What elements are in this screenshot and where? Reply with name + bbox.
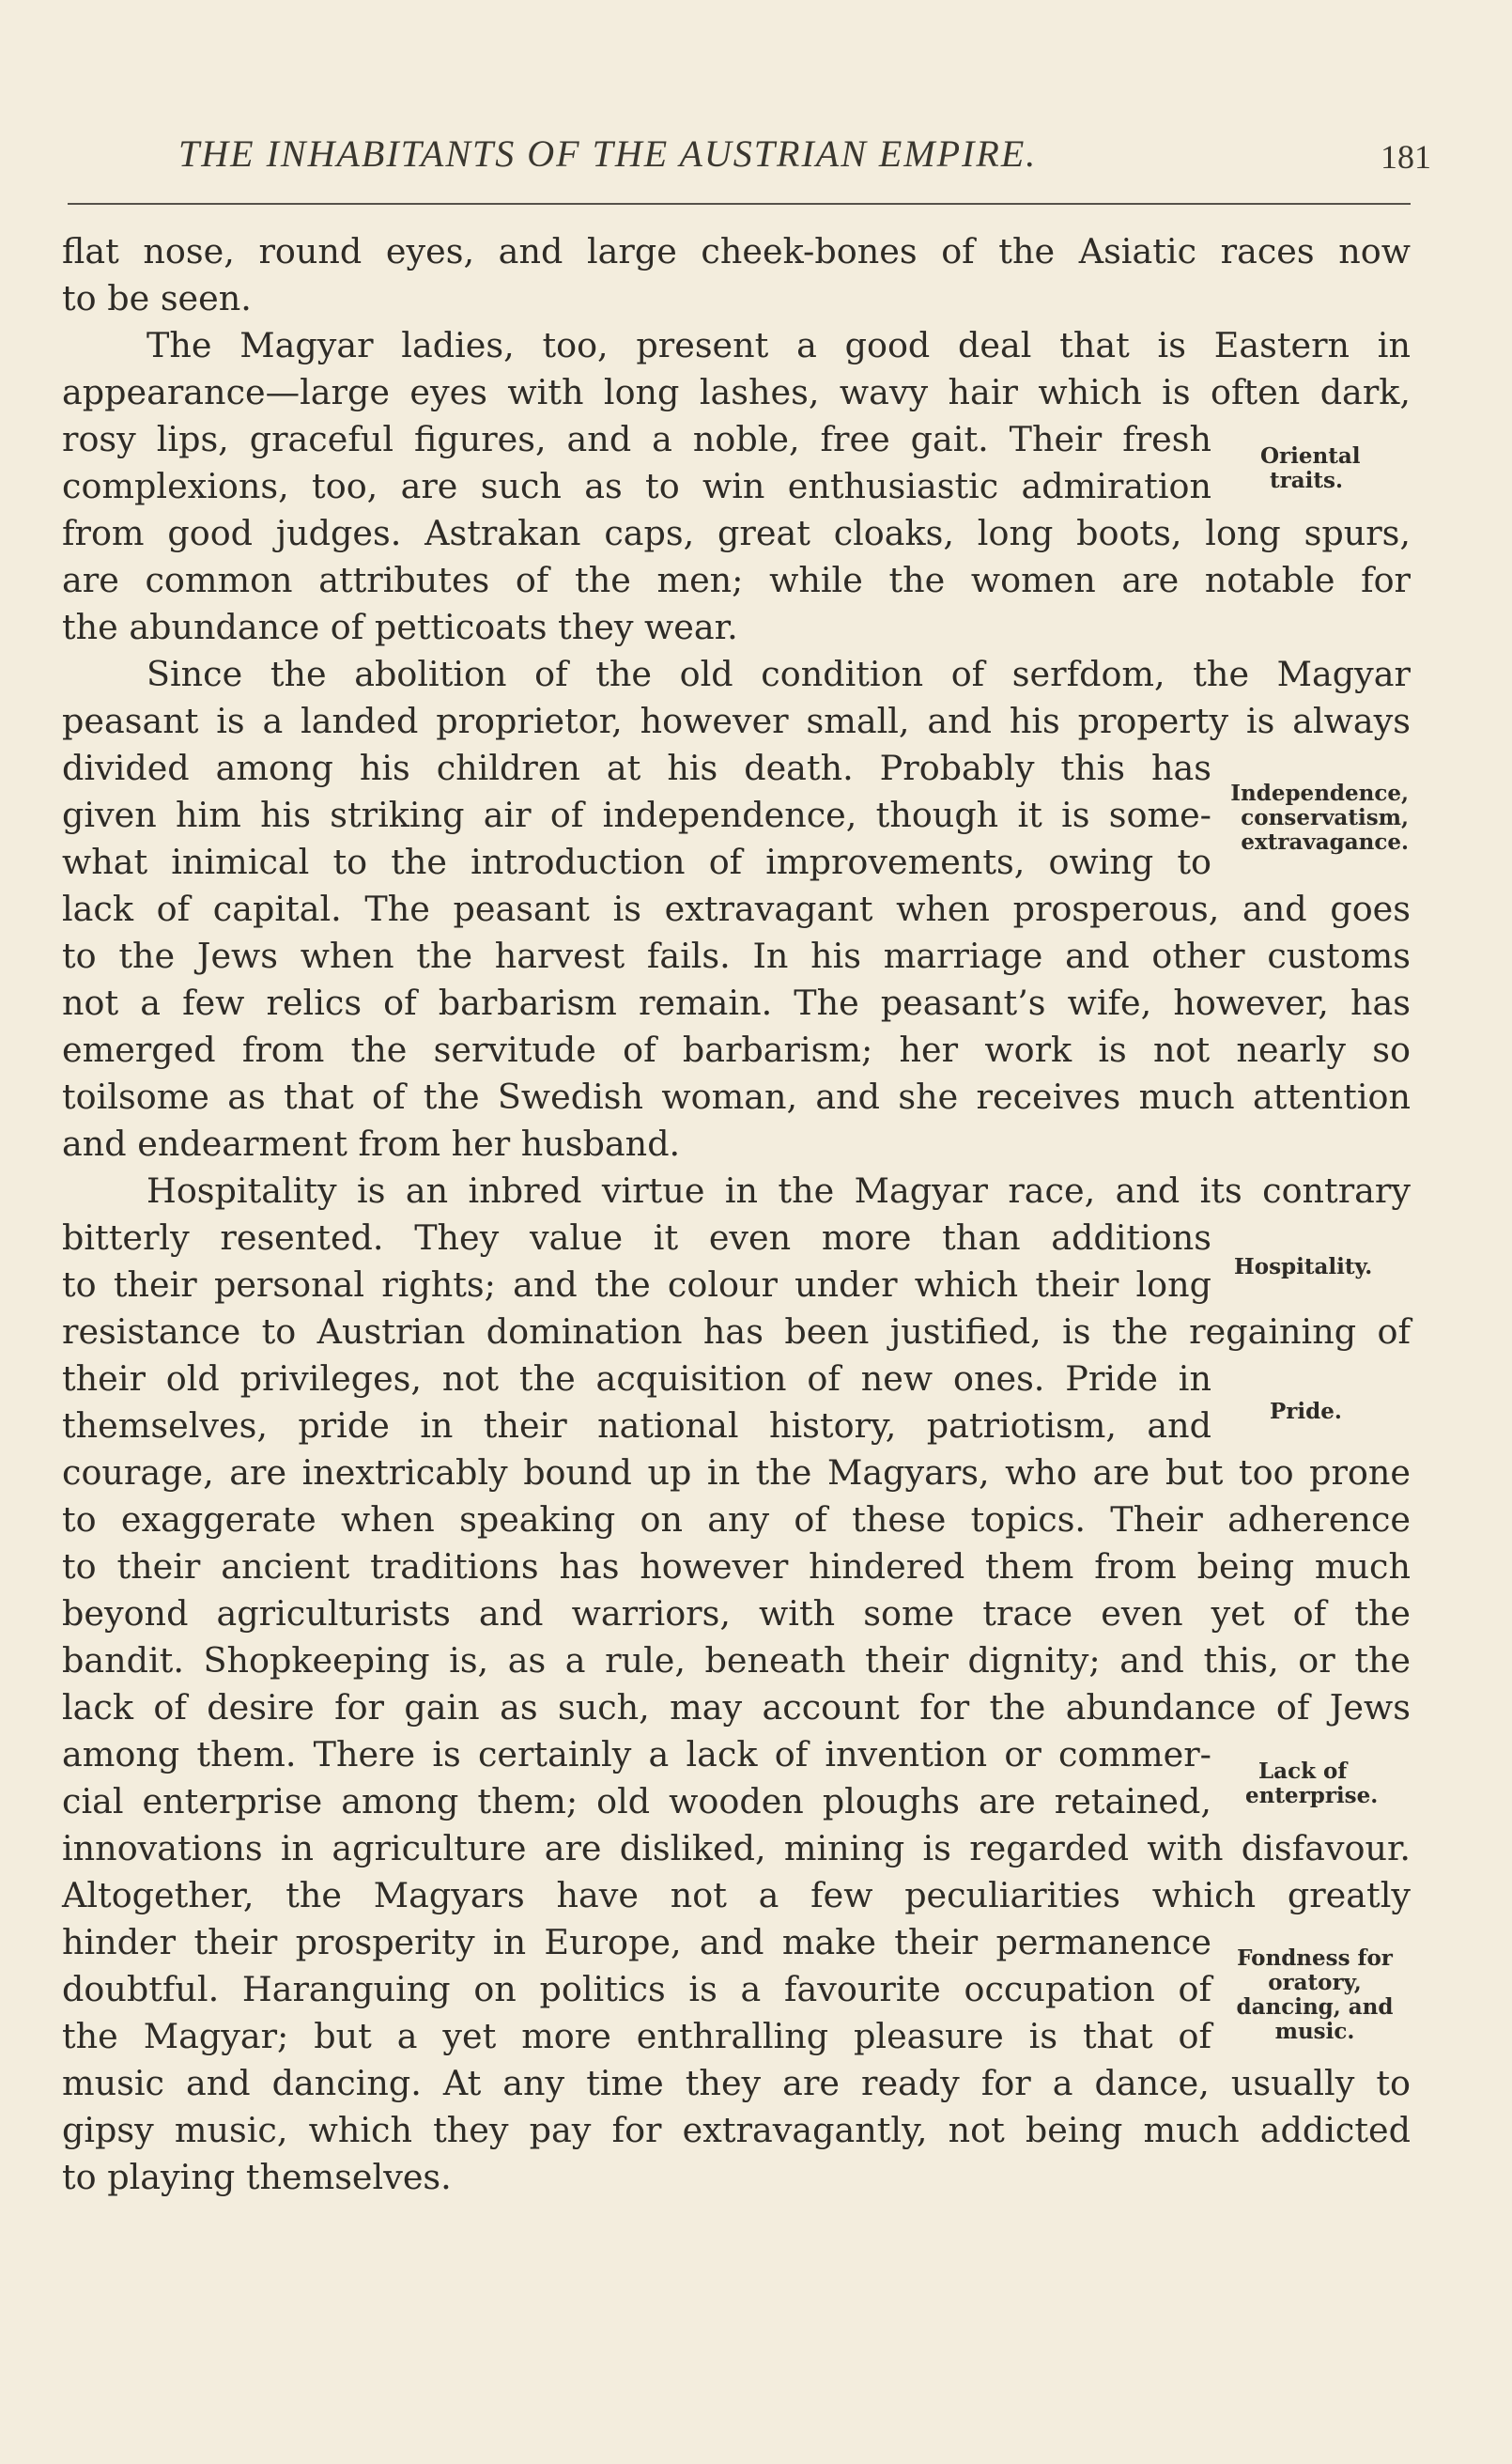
text-line: rosy lips, graceful figures, and a noble, free gait. Their fresh [62, 419, 1211, 459]
text-line: their old privileges, not the acquisition of new ones. Pride in [62, 1358, 1211, 1399]
text-line: peasant is a landed proprietor, however small, and his property is always [62, 701, 1411, 741]
text-line: among them. There is certainly a lack of invention or commer- [62, 1734, 1211, 1774]
main-text [62, 228, 1411, 2201]
text-line: themselves, pride in their national history, patriotism, and [62, 1405, 1211, 1446]
text-line: lack of capital. The peasant is extravagant when prosperous, and goes [62, 889, 1411, 929]
text-line: are common attributes of the men; while the women are notable for [62, 560, 1411, 600]
sidenote-line: conservatism, [1241, 805, 1409, 830]
text-line: what inimical to the introduction of improvements, owing to [62, 842, 1211, 882]
text-line: emerged from the servitude of barbarism; her work is not nearly so [62, 1030, 1411, 1070]
text-line: Altogether, the Magyars have not a few peculiarities which greatly [62, 1875, 1411, 1915]
sidenote-line: Pride. [1270, 1399, 1342, 1424]
text-line: not a few relics of barbarism remain. The peasant’s wife, however, has [62, 983, 1411, 1023]
text-line: to their personal rights; and the colour under which their long [62, 1264, 1211, 1305]
text-line: gipsy music, which they pay for extravagantly, not being much addicted [62, 2110, 1411, 2150]
text-line: toilsome as that of the Swedish woman, and she receives much attention [62, 1077, 1411, 1117]
page-number: 181 [1381, 138, 1431, 176]
sidenote-line: Fondness for [1237, 1945, 1393, 1971]
text-line: music and dancing. At any time they are ready for a dance, usually to [62, 2063, 1411, 2103]
text-line: appearance—large eyes with long lashes, wavy hair which is often dark, [62, 372, 1411, 412]
sidenote-fondness [1221, 1946, 1409, 2044]
sidenote-oriental-traits [1260, 444, 1361, 493]
sidenote-pride [1270, 1400, 1342, 1424]
text-line: the abundance of petticoats they wear. [62, 607, 738, 647]
text-line: beyond agriculturists and warriors, with some trace even yet of the [62, 1593, 1411, 1634]
text-line: flat nose, round eyes, and large cheek-bones of the Asiatic races now [62, 231, 1411, 271]
text-line: given him his striking air of independence, though it is some- [62, 795, 1211, 835]
text-line: to be seen. [62, 278, 252, 318]
sidenote-line: oratory, [1268, 1970, 1362, 1995]
sidenote-line: extravagance. [1241, 829, 1409, 855]
text-line: innovations in agriculture are disliked, mining is regarded with disfavour. [62, 1828, 1411, 1868]
text-line: Hospitality is an inbred virtue in the Magyar race, and its contrary [147, 1170, 1411, 1211]
sidenote-line: enterprise. [1245, 1783, 1379, 1808]
sidenote-line: dancing, and [1236, 1994, 1394, 2020]
text-line: to the Jews when the harvest fails. In his marriage and other customs [62, 936, 1411, 976]
text-line: courage, are inextricably bound up in the Magyars, who are but too prone [62, 1452, 1411, 1493]
sidenote-line: Lack of [1258, 1759, 1348, 1784]
text-line: complexions, too, are such as to win enthusiastic admiration [62, 466, 1211, 506]
text-line: from good judges. Astrakan caps, great cloaks, long boots, long spurs, [62, 513, 1411, 553]
text-line: bitterly resented. They value it even more than additions [62, 1217, 1211, 1258]
text-line: resistance to Austrian domination has been justified, is the regaining of [62, 1311, 1411, 1352]
text-line: to playing themselves. [62, 2157, 452, 2197]
running-head: THE INHABITANTS OF THE AUSTRIAN EMPIRE. [178, 132, 1038, 175]
text-line: divided among his children at his death. Probably this has [62, 748, 1211, 788]
sidenote-hospitality [1234, 1255, 1372, 1279]
text-line: to exaggerate when speaking on any of these topics. Their adherence [62, 1499, 1411, 1540]
header-rule [68, 203, 1411, 205]
text-line: and endearment from her husband. [62, 1124, 681, 1164]
text-line: The Magyar ladies, too, present a good deal that is Eastern in [147, 325, 1411, 365]
sidenote-line: Oriental [1260, 443, 1361, 469]
text-line: the Magyar; but a yet more enthralling pleasure is that of [62, 2016, 1211, 2056]
text-line: to their ancient traditions has however hindered them from being much [62, 1546, 1411, 1587]
sidenote-independence [1217, 782, 1409, 855]
text-line: cial enterprise among them; old wooden ploughs are retained, [62, 1781, 1211, 1821]
text-line: lack of desire for gain as such, may account for the abundance of Jews [62, 1687, 1411, 1728]
text-line: doubtful. Haranguing on politics is a favourite occupation of [62, 1969, 1211, 2009]
text-line: hinder their prosperity in Europe, and make their permanence [62, 1922, 1211, 1962]
sidenote-lack-of-enterprise [1245, 1759, 1378, 1808]
sidenote-line: Independence, [1230, 781, 1409, 806]
text-line: bandit. Shopkeeping is, as a rule, beneath their dignity; and this, or the [62, 1640, 1411, 1681]
text-line: Since the abolition of the old condition of serfdom, the Magyar [147, 654, 1411, 694]
sidenote-line: music. [1274, 2019, 1355, 2044]
sidenote-line: Hospitality. [1234, 1254, 1373, 1279]
sidenote-line: traits. [1270, 468, 1343, 493]
